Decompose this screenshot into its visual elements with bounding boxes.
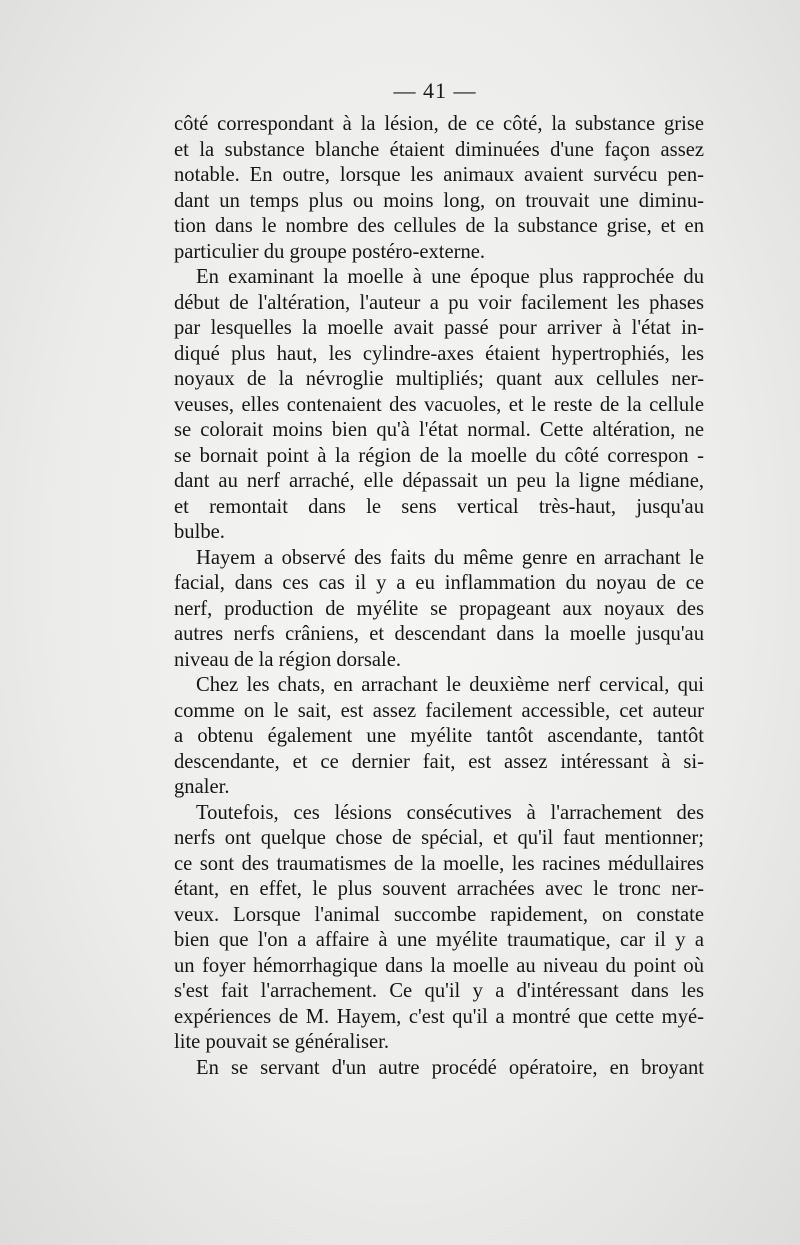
text-line: par lesquelles la moelle avait passé pour arriver à l'état in- [174, 317, 704, 339]
body-text [174, 112, 704, 1081]
text-line: veux. Lorsque l'animal succombe rapidement, on constate [174, 903, 704, 926]
text-line: autres nerfs crâniens, et descendant dans la moelle jusqu'au [174, 623, 704, 645]
page-number: — 41 — [393, 78, 477, 103]
text-line: En examinant la moelle à une époque plus rapprochée du [196, 266, 704, 288]
text-line: et la substance blanche étaient diminuées d'une façon assez [174, 138, 704, 161]
text-line: lite pouvait se généraliser. [174, 1031, 390, 1053]
text-line: veuses, elles contenaient des vacuoles, et le reste de la cellule [174, 393, 704, 416]
text-line: diqué plus haut, les cylindre-axes étaient hypertrophiés, les [174, 342, 704, 365]
text-line: descendante, et ce dernier fait, est assez intéressant à si- [174, 750, 704, 773]
text-line: un foyer hémorrhagique dans la moelle au niveau du point où [174, 954, 704, 977]
text-line: notable. En outre, lorsque les animaux avaient survécu pen- [174, 164, 704, 186]
text-line: Toutefois, ces lésions consécutives à l'arrachement des [196, 801, 704, 824]
text-line: et remontait dans le sens vertical très-haut, jusqu'au [174, 495, 704, 518]
text-line: dant au nerf arraché, elle dépassait un peu la ligne médiane, [174, 470, 704, 492]
text-line: dant un temps plus ou moins long, on trouvait une diminu- [174, 189, 704, 212]
text-line: se bornait point à la région de la moelle du côté correspon - [174, 444, 704, 467]
text-line: bien que l'on a affaire à une myélite traumatique, car il y a [174, 929, 704, 951]
text-line: En se servant d'un autre procédé opératoire, en broyant [196, 1056, 704, 1079]
text-line: comme on le sait, est assez facilement accessible, cet auteur [174, 699, 704, 722]
text-line: a obtenu également une myélite tantôt ascendante, tantôt [174, 725, 704, 747]
text-line: niveau de la région dorsale. [174, 648, 402, 671]
text-line: facial, dans ces cas il y a eu inflammation du noyau de ce [174, 572, 704, 594]
text-line: gnaler. [174, 776, 230, 798]
text-line: bulbe. [174, 521, 225, 543]
text-line: ce sont des traumatismes de la moelle, les racines médullaires [174, 852, 704, 875]
text-line: se colorait moins bien qu'à l'état normal. Cette altération, ne [174, 419, 704, 441]
text-line: Hayem a observé des faits du même genre en arrachant le [196, 546, 704, 569]
text-line: début de l'altération, l'auteur a pu voir facilement les phases [174, 291, 704, 314]
text-line: noyaux de la névroglie multipliés; quant aux cellules ner- [174, 368, 704, 390]
text-line: expériences de M. Hayem, c'est qu'il a montré que cette myé- [174, 1005, 704, 1028]
text-line: tion dans le nombre des cellules de la substance grise, et en [174, 215, 704, 237]
text-line: nerf, production de myélite se propageant aux noyaux des [174, 597, 704, 620]
text-line: côté correspondant à la lésion, de ce côté, la substance grise [174, 113, 704, 135]
text-line: Chez les chats, en arrachant le deuxième nerf cervical, qui [196, 674, 704, 696]
text-line: étant, en effet, le plus souvent arrachées avec le tronc ner- [174, 878, 704, 900]
text-line: s'est fait l'arrachement. Ce qu'il y a d'intéressant dans les [174, 980, 704, 1002]
text-line: nerfs ont quelque chose de spécial, et qu'il faut mentionner; [174, 827, 704, 849]
text-line: particulier du groupe postéro-externe. [174, 240, 486, 263]
